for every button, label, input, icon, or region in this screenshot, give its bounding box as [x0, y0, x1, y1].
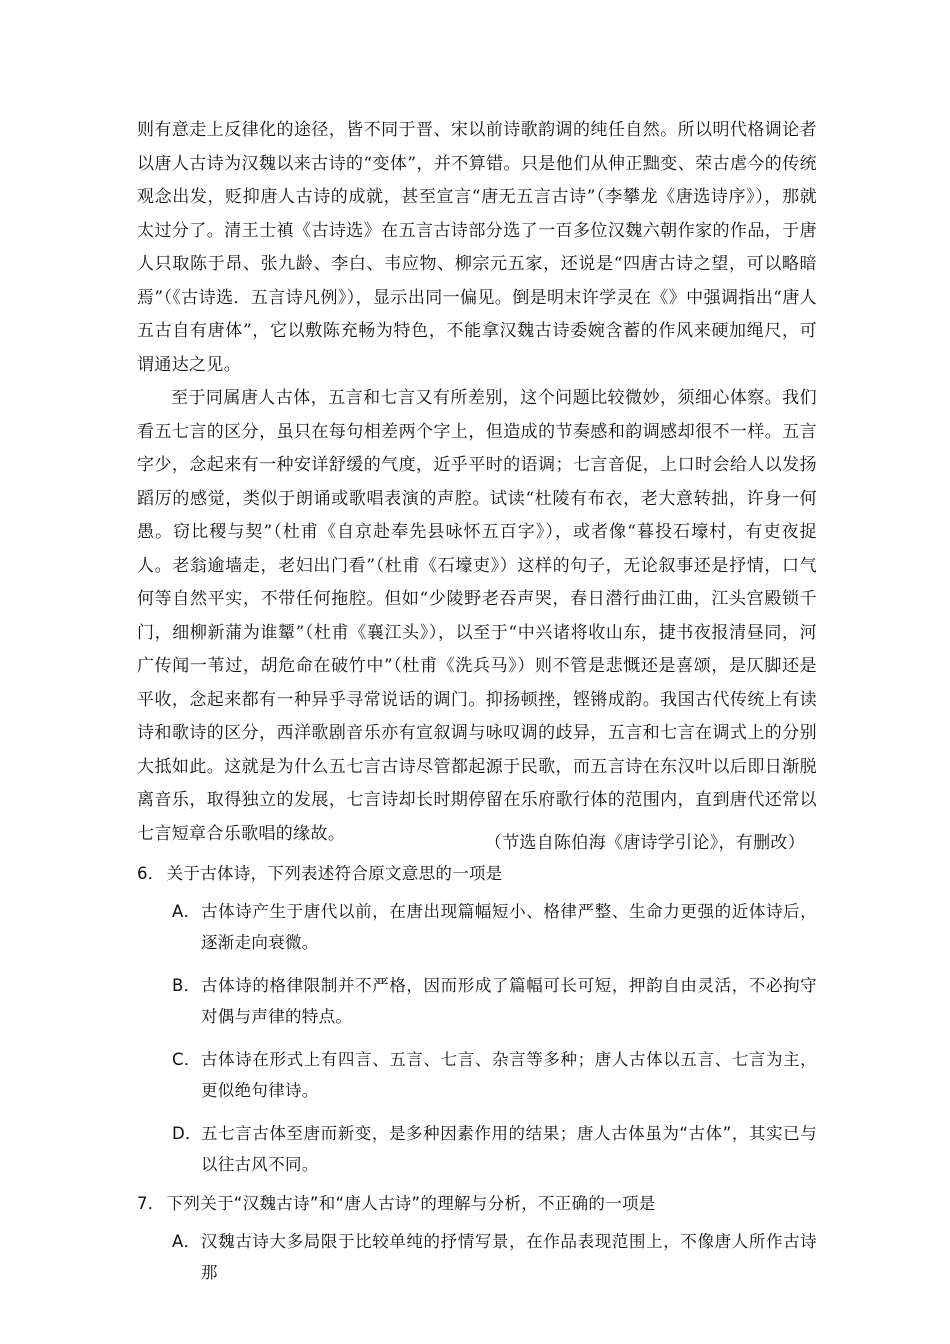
option-text: 五七言古体至唐而新变，是多种因素作用的结果；唐人古体虽为“古体”，其实已与以往古风不同。	[201, 1124, 817, 1174]
option-6b[interactable]	[137, 964, 817, 1038]
question-text: 下列关于“汉魏古诗”和“唐人古诗”的理解与分析，不正确的一项是	[166, 1194, 656, 1213]
option-letter: D．	[172, 1124, 202, 1143]
passage-paragraph-2: 至于同属唐人古体，五言和七言又有所差别，这个问题比较微妙，须细心体察。我们看五七言的区分，虽只在每句相差两个字上，但造成的节奏感和韵调感却很不一样。五言字少，念起来有一种安详舒缓的气度，近乎平时的语调；七言音促，上口时会给人以发扬蹈厉的感觉，类似于朗诵或歌唱表演的声腔。试读“杜陵有布衣，老大意转拙，许身一何愚。窃比稷与契”（杜甫《自京赴奉先县咏怀五百字》），或者像“暮投石壕村，有吏夜捉人。老翁逾墙走，老妇出门看”（杜甫《石壕吏》）这样的句子，无论叙事还是抒情，口气何等自然平实，不带任何拖腔。但如“少陵野老吞声哭，春日潜行曲江曲，江头宫殿锁千门，细柳新蒲为谁颦”（杜甫《襄江头》），以至于“中兴诸将收山东，捷书夜报清昼同，河广传闻一苇过，胡危命在破竹中”（杜甫《洗兵马》）则不管是悲慨还是喜颂，是仄脚还是平收，念起来都有一种异乎寻常说话的调门。抑扬顿挫，铿锵成韵。我国古代传统上有读诗和歌诗的区分，西洋歌剧音乐亦有宣叙调与咏叹调的歧异，五言和七言在调式上的分别大抵如此。这就是为什么五七言古诗尽管都起源于民歌，而五言诗在东汉叶以后即日渐脱离音乐，取得独立的发展，七言诗却长时期停留在乐府歌行体的范围内，直到唐代还常以七言短章合乐歌唱的缘故。	[137, 388, 817, 844]
question-text: 关于古体诗，下列表述符合原文意思的一项是	[166, 864, 503, 883]
reading-passage	[137, 114, 817, 851]
question-6	[137, 858, 817, 1186]
question-number: 6．	[137, 864, 165, 883]
option-7a[interactable]	[137, 1220, 817, 1294]
option-text: 古体诗的格律限制并不严格，因而形成了篇幅可长可短，押韵自由灵活，不必拘守对偶与声律的特点。	[201, 976, 817, 1026]
passage-source: （节选自陈伯海《唐诗学引论》，有删改）	[484, 833, 805, 853]
option-letter: C．	[172, 1050, 201, 1069]
question-section	[137, 858, 817, 1294]
option-letter: B．	[172, 976, 201, 995]
question-number: 7．	[137, 1194, 165, 1213]
option-letter: A．	[172, 902, 201, 921]
option-text: 古体诗在形式上有四言、五言、七言、杂言等多种；唐人古体以五言、七言为主，更似绝句律诗。	[201, 1050, 817, 1100]
passage-paragraph-1: 则有意走上反律化的途径，皆不同于晋、宋以前诗歌韵调的纯任自然。所以明代格调论者以唐人古诗为汉魏以来古诗的“变体”，并不算错。只是他们从伸正黜变、荣古虐今的传统观念出发，贬抑唐人古诗的成就，甚至宣言“唐无五言古诗”（李攀龙《唐选诗序》），那就太过分了。清王士禛《古诗选》在五言古诗部分选了一百多位汉魏六朝作家的作品，于唐人只取陈于昂、张九龄、李白、韦应物、柳宗元五家，还说是“四唐古诗之望，可以略暗焉”（《古诗选．五言诗凡例》），显示出同一偏见。倒是明末许学灵在《》中强调指出“唐人五古自有唐体”，它以敷陈充畅为特色，不能拿汉魏古诗委婉含蓄的作风来硬加绳尺，可谓通达之见。	[137, 120, 817, 375]
question-7	[137, 1188, 817, 1294]
question-7-stem	[137, 1188, 817, 1220]
option-text: 古体诗产生于唐代以前，在唐出现篇幅短小、格律严整、生命力更强的近体诗后，逐渐走向衰微。	[201, 902, 817, 952]
option-letter: A．	[172, 1232, 201, 1251]
option-6a[interactable]	[137, 890, 817, 964]
option-text: 汉魏古诗大多局限于比较单纯的抒情写景，在作品表现范围上，不像唐人所作古诗那	[201, 1232, 817, 1282]
option-6d[interactable]	[137, 1112, 817, 1186]
option-6c[interactable]	[137, 1038, 817, 1112]
question-6-stem	[137, 858, 817, 890]
